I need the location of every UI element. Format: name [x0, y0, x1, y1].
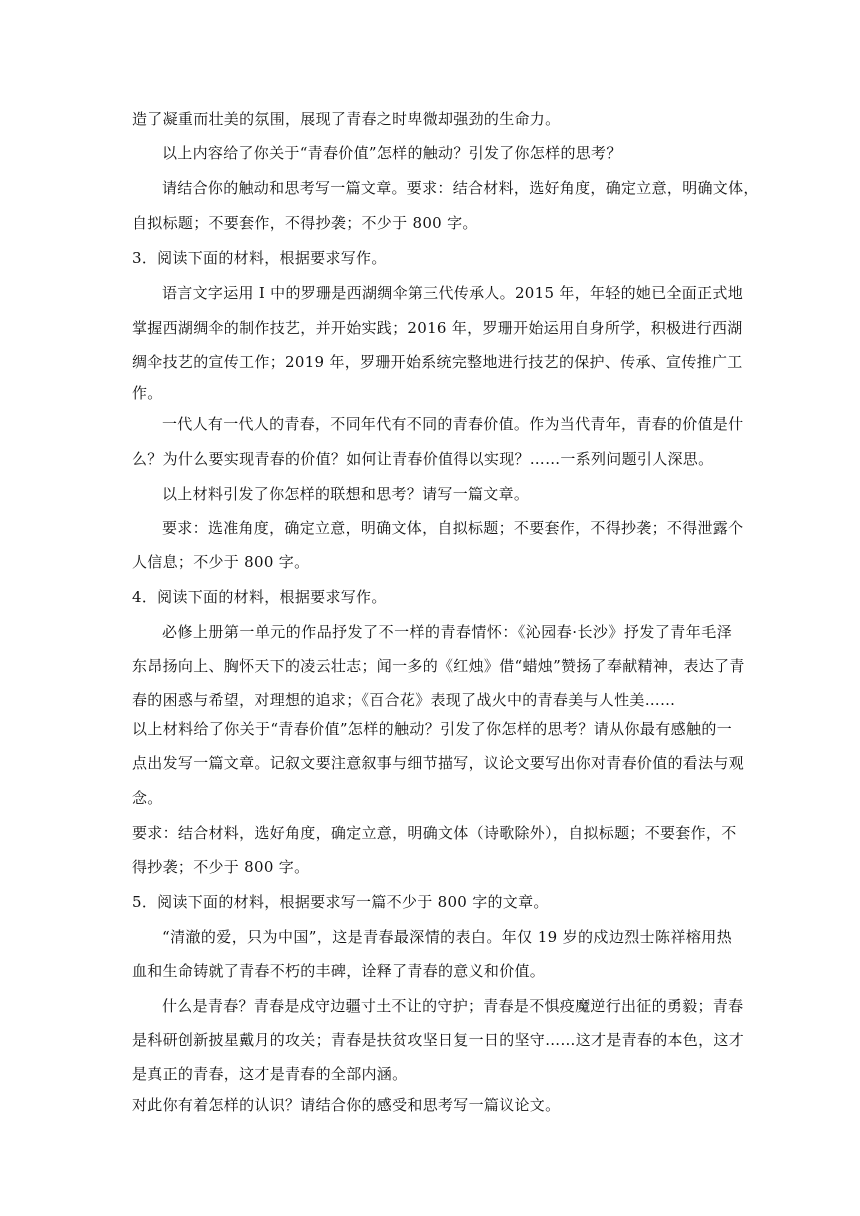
text-line: 是真正的青春，这才是青春的全部内涵。	[132, 1065, 408, 1083]
text-line: 血和生命铸就了青春不朽的丰碑，诠释了青春的意义和价值。	[132, 962, 546, 980]
question-heading-3: 3．阅读下面的材料，根据要求写作。	[132, 249, 387, 267]
text-line: 造了凝重而壮美的氛围，展现了青春之时卑微却强劲的生命力。	[132, 110, 561, 128]
text-line: 以上材料给了你关于“青春价值”怎样的触动？引发了你怎样的思考？请从你最有感触的一	[132, 720, 732, 738]
text-line: 自拟标题；不要套作，不得抄袭；不少于 800 字。	[132, 214, 478, 232]
text-line: 要求：选准角度，确定立意，明确文体，自拟标题；不要套作，不得抄袭；不得泄露个	[162, 519, 744, 537]
text-line: 请结合你的触动和思考写一篇文章。要求：结合材料，选好角度，确定立意，明确文体，	[162, 179, 759, 197]
text-line: 东昂扬向上、胸怀天下的凌云壮志；闻一多的《红烛》借“蜡烛”赞扬了奉献精神，表达了青	[132, 657, 745, 675]
text-line: 点出发写一篇文章。记叙文要注意叙事与细节描写，议论文要写出你对青春价值的看法与观	[132, 754, 745, 772]
text-line: 掌握西湖绸伞的制作技艺，并开始实践；2016 年，罗珊开始运用自身所学，积极进行西湖	[132, 319, 743, 337]
text-line: 一代人有一代人的青春，不同年代有不同的青春价值。作为当代青年，青春的价值是什	[162, 415, 744, 433]
text-line: 是科研创新披星戴月的攻关；青春是扶贫攻坚日复一日的坚守……这才是青春的本色，这才	[132, 1031, 745, 1049]
text-line: 人信息；不少于 800 字。	[132, 553, 310, 571]
text-line: 以上材料引发了你怎样的联想和思考？请写一篇文章。	[162, 485, 530, 503]
text-line: 以上内容给了你关于“青春价值”怎样的触动？引发了你怎样的思考？	[162, 144, 622, 162]
text-line: 什么是青春？青春是戍守边疆寸土不让的守护；青春是不惧疫魔逆行出征的勇毅；青春	[162, 997, 744, 1015]
question-heading-5: 5．阅读下面的材料，根据要求写一篇不少于 800 字的文章。	[132, 893, 549, 911]
text-line: “清澈的爱，只为中国”，这是青春最深情的表白。年仅 19 岁的戍边烈士陈祥榕用热	[162, 928, 732, 946]
text-line: 对此你有着怎样的认识？请结合你的感受和思考写一篇议论文。	[132, 1096, 561, 1114]
text-line: 春的困惑与希望，对理想的追求；《百合花》表现了战火中的青春美与人性美……	[132, 691, 676, 709]
text-line: 必修上册第一单元的作品抒发了不一样的青春情怀：《沁园春·长沙》抒发了青年毛泽	[162, 623, 732, 641]
text-line: 作。	[132, 384, 163, 402]
text-line: 绸伞技艺的宣传工作；2019 年，罗珊开始系统完整地进行技艺的保护、传承、宣传推广工	[132, 353, 743, 371]
text-line: 得抄袭；不少于 800 字。	[132, 858, 310, 876]
text-line: 要求：结合材料，选好角度，确定立意，明确文体（诗歌除外），自拟标题；不要套作，不	[132, 824, 737, 842]
text-line: 么？为什么要实现青春的价值？如何让青春价值得以实现？……一系列问题引人深思。	[132, 450, 714, 468]
question-heading-4: 4．阅读下面的材料，根据要求写作。	[132, 588, 387, 606]
text-line: 念。	[132, 789, 163, 807]
text-line: 语言文字运用 I 中的罗珊是西湖绸伞第三代传承人。2015 年，年轻的她已全面正式地	[162, 284, 744, 302]
